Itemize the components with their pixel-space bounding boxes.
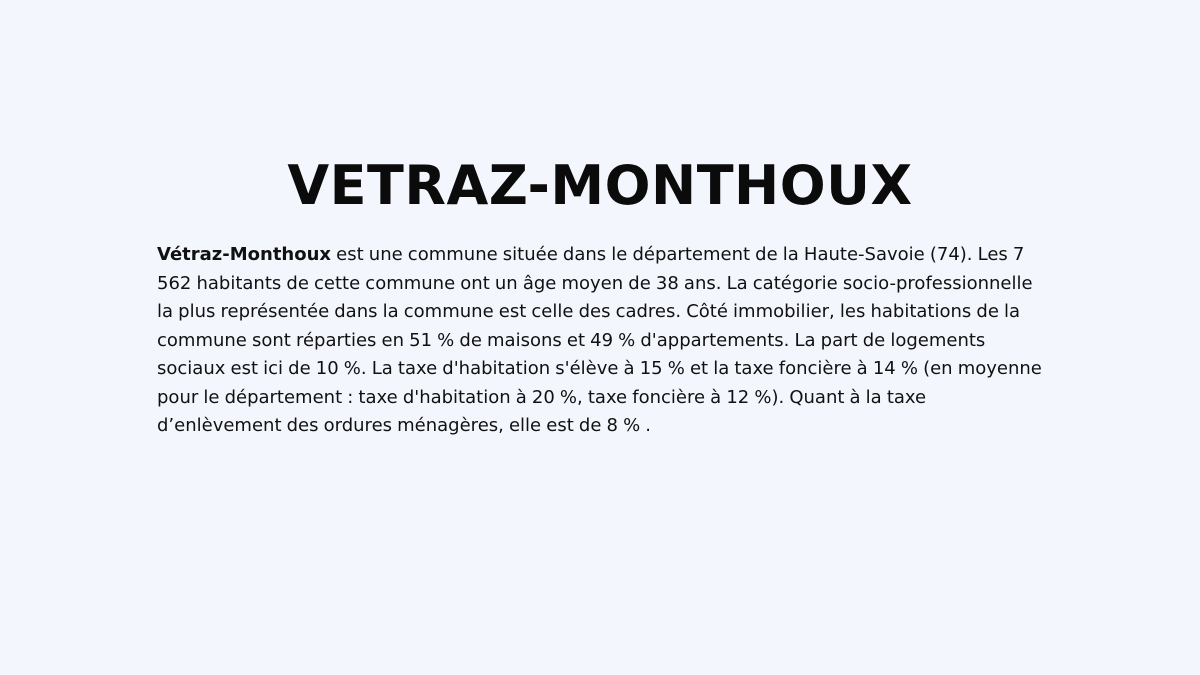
description-text: est une commune située dans le département de la Haute-Savoie (74). Les 7 562 habitants de cette commune ont un âge moyen de 38 ans. La catégorie socio-professionnelle la plus représentée dans la commune est celle des cadres. Côté immobilier, les habitations de la commune sont réparties en 51 % de maisons et 49 % d'appartements. La part de logements sociaux est ici de 10 %. La taxe d'habitation s'élève à 15 % et la taxe foncière à 14 % (en moyenne pour le département : taxe d'habitation à 20 %, taxe foncière à 12 %). Quant à la taxe d’enlèvement des ordures ménagères, elle est de 8 % .: [157, 244, 1042, 436]
page-title: VETRAZ-MONTHOUX: [287, 154, 913, 217]
commune-name: Vétraz-Monthoux: [157, 244, 332, 265]
commune-description: [157, 241, 1052, 441]
